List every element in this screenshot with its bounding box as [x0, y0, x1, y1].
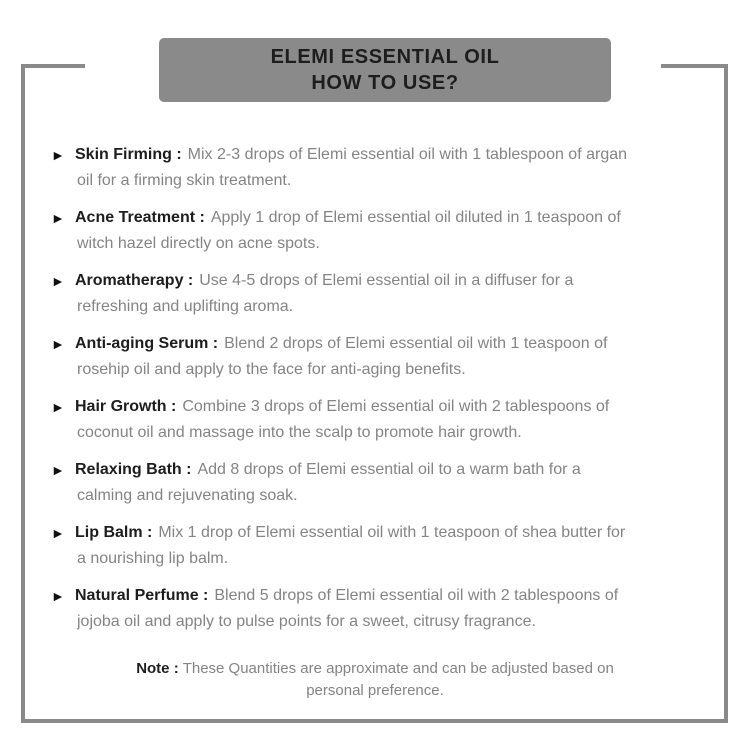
header-title-line1: ELEMI ESSENTIAL OIL: [270, 46, 500, 68]
right-pointer-icon: ►: [51, 525, 65, 541]
item-title: Skin Firming :: [75, 146, 182, 163]
item-description-line1: Combine 3 drops of Elemi essential oil with 2 tablespoons of: [182, 398, 610, 415]
item-description-line1: Mix 2-3 drops of Elemi essential oil with 1 tablespoon of argan: [187, 146, 628, 163]
item-description-line1: Apply 1 drop of Elemi essential oil diluted in 1 teaspoon of: [210, 209, 621, 226]
item-description-line1: Add 8 drops of Elemi essential oil to a warm bath for a: [197, 461, 581, 478]
item-title: Natural Perfume :: [75, 587, 209, 604]
item-title: Anti-aging Serum :: [75, 335, 219, 352]
list-item-natural-perfume: [51, 583, 727, 635]
list-item-anti-aging-serum: [51, 331, 727, 383]
item-title: Relaxing Bath :: [75, 461, 192, 478]
right-pointer-icon: ►: [51, 588, 65, 604]
list-item-lip-balm: [51, 520, 727, 572]
item-description-line2: jojoba oil and apply to pulse points for a sweet, citrusy fragrance.: [77, 613, 536, 630]
list-item-relaxing-bath: [51, 457, 727, 509]
item-description-line2: witch hazel directly on acne spots.: [77, 235, 320, 252]
item-description-line2: oil for a firming skin treatment.: [77, 172, 292, 189]
item-description-line2: a nourishing lip balm.: [77, 550, 229, 567]
list-item-aromatherapy: [51, 268, 727, 320]
item-description-line1: Mix 1 drop of Elemi essential oil with 1 teaspoon of shea butter for: [158, 524, 626, 541]
right-pointer-icon: ►: [51, 399, 65, 415]
item-description-line2: rosehip oil and apply to the face for anti-aging benefits.: [77, 361, 466, 378]
item-title: Aromatherapy :: [75, 272, 194, 289]
right-pointer-icon: ►: [51, 462, 65, 478]
right-pointer-icon: ►: [51, 273, 65, 289]
header-title-line2: HOW TO USE?: [311, 72, 459, 94]
right-pointer-icon: ►: [51, 210, 65, 226]
item-description-line1: Use 4-5 drops of Elemi essential oil in a diffuser for a: [199, 272, 574, 289]
item-title: Lip Balm :: [75, 524, 153, 541]
item-description-line2: refreshing and uplifting aroma.: [77, 298, 294, 315]
header-banner: [159, 38, 611, 102]
list-item-hair-growth: [51, 394, 727, 446]
right-pointer-icon: ►: [51, 336, 65, 352]
item-description-line2: coconut oil and massage into the scalp to promote hair growth.: [77, 424, 522, 441]
note-text-line2: personal preference.: [306, 682, 444, 699]
item-description-line1: Blend 5 drops of Elemi essential oil with 2 tablespoons of: [214, 587, 619, 604]
item-title: Hair Growth :: [75, 398, 177, 415]
note-text-line1: These Quantities are approximate and can be adjusted based on: [182, 660, 614, 677]
item-title: Acne Treatment :: [75, 209, 205, 226]
list-item-skin-firming: [51, 142, 727, 194]
note: [0, 658, 750, 702]
usage-list: [51, 142, 727, 646]
note-label: Note :: [136, 660, 179, 677]
list-item-acne-treatment: [51, 205, 727, 257]
item-description-line1: Blend 2 drops of Elemi essential oil with 1 teaspoon of: [224, 335, 608, 352]
item-description-line2: calming and rejuvenating soak.: [77, 487, 298, 504]
right-pointer-icon: ►: [51, 147, 65, 163]
